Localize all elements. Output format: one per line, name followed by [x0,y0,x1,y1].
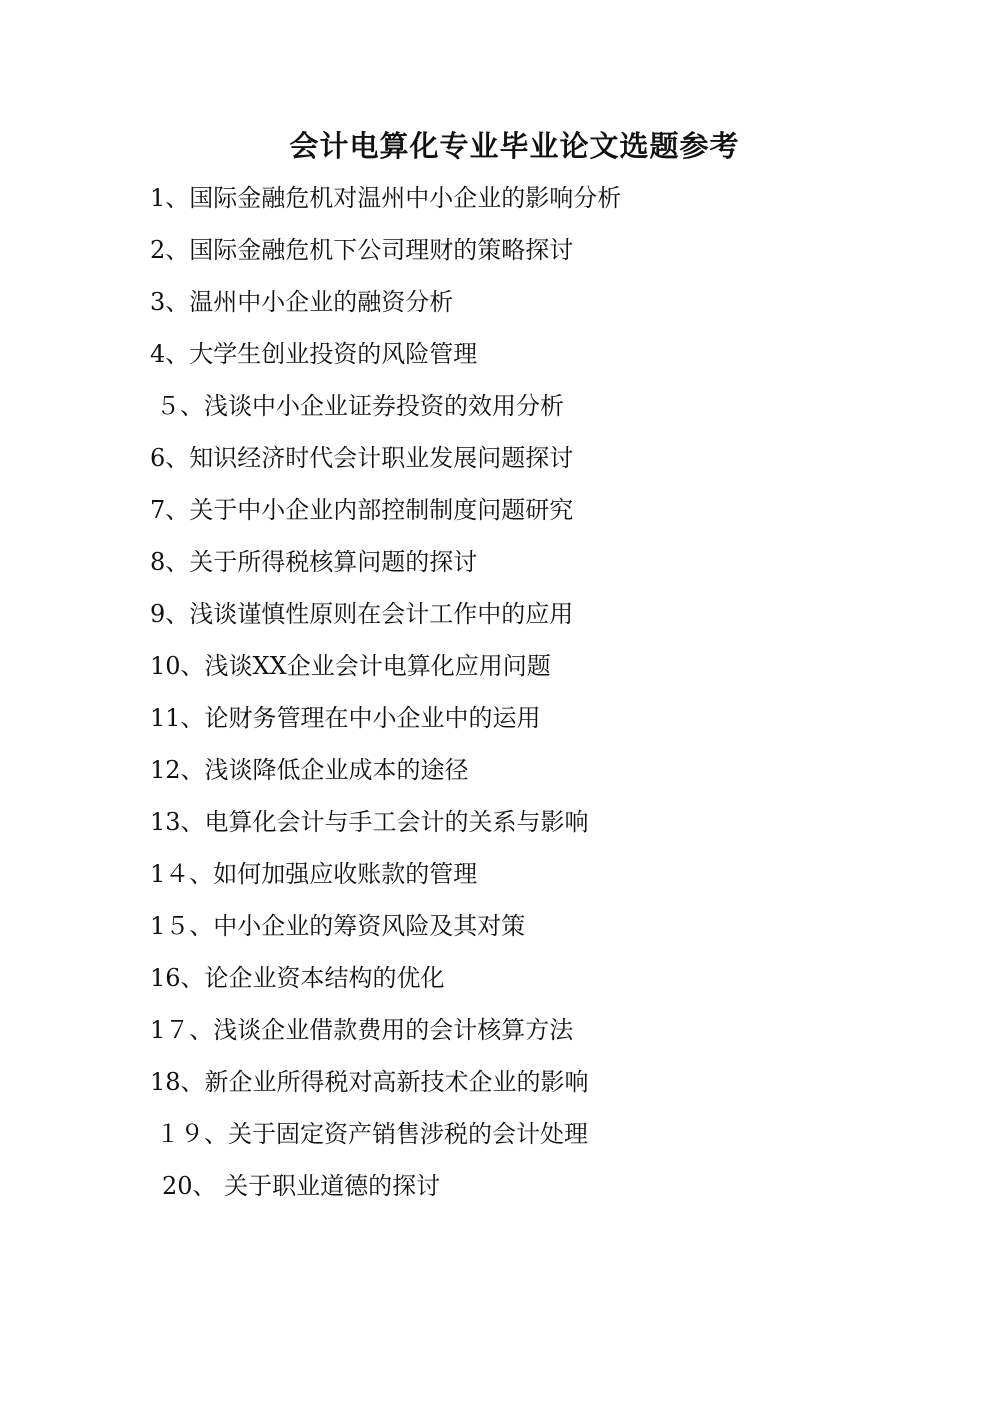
topic-list [150,180,621,1220]
topic-item-18: 18、新企业所得税对高新技术企业的影响 [150,1068,589,1096]
document-title: 会计电算化专业毕业论文选题参考 [289,129,740,163]
topic-item-3: 3、温州中小企业的融资分析 [150,288,454,316]
topic-item-14: 1４、如何加强应收账款的管理 [150,860,478,888]
topic-item-15: 1５、中小企业的筹资风险及其对策 [150,912,526,940]
topic-item-2: 2、国际金融危机下公司理财的策略探讨 [150,236,574,264]
topic-item-6: 6、知识经济时代会计职业发展问题探讨 [150,444,574,472]
topic-item-17: 1７、浅谈企业借款费用的会计核算方法 [150,1016,574,1044]
topic-item-9: 9、浅谈谨慎性原则在会计工作中的应用 [150,600,574,628]
topic-item-10: 10、浅谈XX企业会计电算化应用问题 [150,652,551,680]
topic-item-5: ５、浅谈中小企业证券投资的效用分析 [156,392,564,420]
topic-item-1: 1、国际金融危机对温州中小企业的影响分析 [150,184,622,212]
topic-item-16: 16、论企业资本结构的优化 [150,964,445,992]
topic-item-11: 11、论财务管理在中小企业中的运用 [150,704,541,732]
topic-item-4: 4、大学生创业投资的风险管理 [150,340,478,368]
topic-item-19: １９、关于固定资产销售涉税的会计处理 [156,1120,588,1148]
topic-item-20: 20、 关于职业道德的探讨 [162,1172,441,1200]
topic-item-13: 13、电算化会计与手工会计的关系与影响 [150,808,589,836]
topic-item-8: 8、关于所得税核算问题的探讨 [150,548,478,576]
topic-item-12: 12、浅谈降低企业成本的途径 [150,756,469,784]
topic-item-7: 7、关于中小企业内部控制制度问题研究 [150,496,574,524]
